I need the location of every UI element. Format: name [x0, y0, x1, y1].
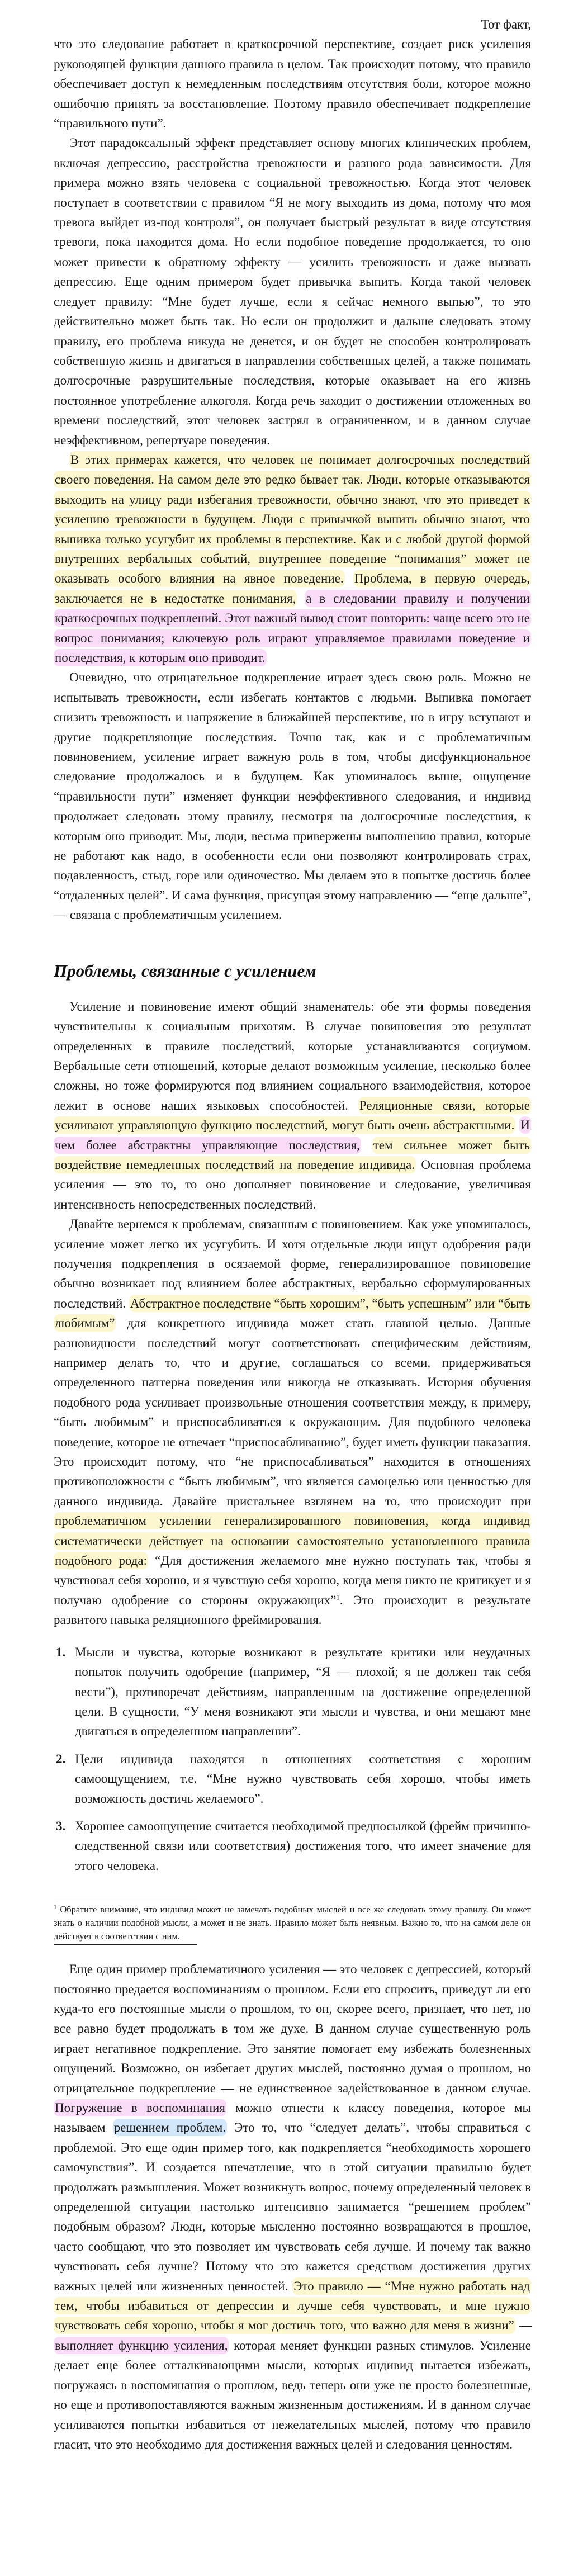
- text-run: Усиление и повиновение имеют общий знаменатель: обе эти формы поведения чувствительны к социальным прихотям. В случае повиновения это результат определенных в правиле последствий, которые устанавливаются социумом. Вербальные сети отношений, которые делают возможным усиление, несколько более сложны, но тоже формируются под влиянием социального взаимодействия, которое лежит в основе наших языковых способностей.: [54, 999, 531, 1112]
- paragraph: [54, 997, 531, 1214]
- list-item-number: 2.: [56, 1751, 66, 1766]
- list-item: [56, 1816, 531, 1876]
- list-item-text: Цели индивида находятся в отношениях соответствия с хорошим самоощущением, т.е. “Мне нужно чувствовать себя хорошо, чтобы иметь возможность достичь желаемого”.: [75, 1751, 531, 1806]
- text-run: что это следование работает в краткосрочной перспективе, создает риск усиления руководящей функции данного правила в целом. Так происходит потому, что правило обеспечивает доступ к немедленным последствиям отсутствия боли, которое можно ошибочно принять за восстановление. Поэтому правило обеспечивает подкрепление “правильного пути”.: [54, 37, 531, 131]
- text-run: Основная проблема усиления — это то, то оно дополняет повиновение и следование, увеличивая интенсивность непосредственных последствий.: [54, 1157, 531, 1211]
- highlight-pink: И чем более абстрактны управляющие последствия,: [54, 1116, 531, 1153]
- text-run: Еще один пример проблематичного усиления — это человек с депрессией, который постоянно предается воспоминаниям о прошлом. Если его спросить, приведут ли его куда-то его постоянные мысли о прошлом, то он, скорее всего, признает, что нет, но все равно будет продолжать в том же духе. В данном случае существенную роль играет негативное подкрепление. Это занятие помогает ему избежать болезненных ощущений. Возможно, он избегает других мыслей, постоянно думая о прошлом, но отрицательное подкрепление — не единственное задействованное в данном случае.: [54, 1962, 531, 2095]
- text-run: [361, 1138, 372, 1152]
- footnote: [54, 1903, 531, 1943]
- section-heading: Проблемы, связанные с усилением: [54, 960, 316, 981]
- list-item: [56, 1642, 531, 1741]
- text-run: Это то, что “следует делать”, чтобы справиться с проблемой. Это еще один пример того, как подкрепляется “необходимость хорошего самочувствия”. И создается впечатление, что в этой ситуации правильно будет продолжать размышления. Может возникнуть вопрос, почему определенный человек в определенной ситуации настолько интенсивно занимается “решением проблем” подобным образом? Люди, которые мысленно постоянно возвращаются в прошлое, часто сообщают, что это позволяет им чувствовать себя лучше. И почему так важно чувствовать себя лучше? Потому что это кажется средством достижения других важных целей или жизненных ценностей.: [54, 2120, 532, 2293]
- continuation-line: Тот факт,: [481, 17, 531, 31]
- list-item-number: 3.: [56, 1819, 66, 1833]
- highlight-yellow: тем сильнее может быть воздействие немедленных последствий на поведение индивида.: [54, 1137, 531, 1173]
- highlight-pink: выполняет функцию усиления,: [54, 2337, 229, 2354]
- list-item-text: Мысли и чувства, которые возникают в результате критики или неудачных попыток получить одобрение (например, “Я — плохой; я не должен так себя вести”), противоречат действиям, направленным на достижение определенной цели. В сущности, “У меня возникают эти мысли и чувства, и они мешают мне двигаться в определенном направлении”.: [75, 1645, 531, 1739]
- text-run: [297, 591, 305, 605]
- paragraph: [54, 133, 531, 450]
- highlight-pink: Погружение в воспоминания: [54, 2099, 226, 2116]
- highlight-yellow: Проблема, в первую очередь, заключается не в недостатке понимания,: [54, 570, 531, 607]
- paragraph: [54, 34, 531, 133]
- paragraph: [54, 667, 531, 925]
- text-run: —: [515, 2318, 532, 2333]
- list-item-text: Хорошее самоощущение считается необходимой предпосылкой (фрейм причинно-следственной связи или соответствия) достижения того, что имеет значение для этого человека.: [75, 1819, 531, 1873]
- highlight-blue: решением проблем.: [113, 2119, 227, 2136]
- rule-consequences-list: [54, 1642, 531, 1876]
- footnote-marker: 1: [54, 1903, 57, 1911]
- highlight-yellow: Это правило — “Мне нужно работать над тем, чтобы избавиться от депрессии и лучше себя чувствовать, и мне нужно чувствовать себя хорошо, чтобы я мог достичь того, что важно для меня в жизни”: [54, 2277, 531, 2334]
- list-item-number: 1.: [56, 1645, 66, 1659]
- footnote-reference: 1: [336, 1593, 340, 1602]
- paragraph: [54, 1214, 531, 1630]
- text-run: Давайте вернемся к проблемам, связанным с повиновением. Как уже упоминалось, усиление может легко их усугубить. И хотя отдельные люди ищут одобрения ради получения подкрепления в осязаемой форме, генерализированное повиновение обычно возникает под влиянием более абстрактных, вербально сформулированных последствий.: [54, 1217, 531, 1310]
- body-text-after-heading: [54, 997, 531, 1630]
- footnote-text: Обратите внимание, что индивид может не замечать подобных мыслей и все же следовать этому правилу. Он может знать о наличии подобной мысли, а может и не знать. Правило может быть неявным. Важно то, что на самом деле он действует в соответствии с ним.: [54, 1904, 531, 1942]
- highlight-yellow: Абстрактное последствие “быть хорошим”, “быть успешным” или “быть любимым”: [54, 1295, 532, 1332]
- text-run: Этот парадоксальный эффект представляет основу многих клинических проблем, включая депрессию, расстройства тревожности и разного рода зависимости. Для примера можно взять человека с социальной тревожностью. Когда этот человек поступает в соответствии с правилом “Я не могу выходить из дома, потому что моя тревога выйдет из-под контроля”, он получает быстрый результат в виде отсутствия тревоги, пока находится дома. Но если подобное поведение продолжается, то оно может привести к обратному эффекту — усилить тревожность и даже вызвать депрессию. Еще одним примером будет привычка выпить. Когда такой человек следует правилу: “Мне будет лучше, если я сейчас немного выпью”, то это действительно может быть так. Но если он продолжит и дальше следовать этому правилу, его проблема никуда не денется, и он будет не способен контролировать собственную жизнь и двигаться в направлении собственных целей, а также понимать долгосрочные разрушительные последствия, которые оказывает на его жизнь постоянное употребление алкоголя. Когда речь заходит о достижении отложенных во времени последствий, этот человек застрял в ограниченном, и в данном случае неэффективном, репертуаре поведения.: [54, 136, 531, 447]
- footnote-end-rule: [54, 1944, 197, 1945]
- paragraph: [54, 1959, 531, 2454]
- paragraph: [54, 450, 531, 667]
- body-text-before-heading: [54, 34, 531, 925]
- text-run: можно отнести к классу поведения, которое мы называем: [54, 2101, 531, 2135]
- book-page: [54, 15, 531, 2454]
- text-run: “Для достижения желаемого мне нужно поступать так, чтобы я чувствовал себя хорошо, и я чувствую себя хорошо, когда меня никто не критикует и я получаю одобрение со стороны окружающих”: [54, 1554, 531, 1607]
- highlight-yellow: Реляционные связи, которые усиливают управляющую функцию последствий, могут быть очень абстрактными.: [54, 1097, 531, 1134]
- body-text-final: [54, 1959, 531, 2454]
- list-item: [56, 1749, 531, 1808]
- text-run: . Это происходит в результате развитого навыка реляционного фреймирования.: [54, 1593, 531, 1627]
- highlight-yellow: проблематичном усилении генерализированного повиновения, когда индивид систематически действует на основании самостоятельно установленного правила подобного рода:: [54, 1512, 531, 1569]
- highlight-pink: а в следовании правилу и получении краткосрочных подкреплений. Этот важный вывод стоит повторить: чаще всего это не вопрос понимания; ключевую роль играют управляемое правилами поведение и последствия, к которым оно приводит.: [54, 590, 531, 666]
- text-run: для конкретного индивида может стать главной целью. Данные разновидности последствий могут соответствовать специфическим действиям, например делать то, что и другие, соглашаться со всеми, придерживаться определенного паттерна поведения или никогда не отказывать. История обучения подобного рода усиливает произвольные отношения соответствия между, к примеру, “быть любимым” и приспосабливаться к окружающим. Для подобного человека поведение, которое не отвечает “приспосабливанию”, будет иметь функции наказания. Это происходит потому, что “не приспосабливаться” находится в отношениях противоположности с “быть любимым”, что является самоцелью или ценностью для данного индивида. Давайте пристальнее взглянем на то, что происходит при: [54, 1316, 531, 1508]
- text-run: Очевидно, что отрицательное подкрепление играет здесь свою роль. Можно не испытывать тревожности, если избегать контактов с людьми. Выпивка помогает снизить тревожность и напряжение в ближайшей перспективе, но в игру вступают и другие подкрепляющие последствия. Точно так, как и с проблематичным повиновением, усиление играет важную роль в том, чтобы дисфункциональное следование продолжалось и в будущем. Как упоминалось выше, ощущение “правильности пути” изменяет функции неэффективного следования, и индивид продолжает следовать этому правилу, несмотря на долгосрочные последствия, к которым оно приводит. Мы, люди, весьма привержены выполнению правил, которые не работают как надо, в особенности если они позволяют контролировать страх, подавленность, стыд, горе или одиночество. Мы делаем это в попытке достичь более “отдаленных целей”. И сама функция, присущая этому направлению — “еще дальше”, — связана с проблематичным усилением.: [54, 670, 531, 922]
- text-run: которая меняет функции разных стимулов. Усиление делает еще более отталкивающими мысли, которых индивид пытается избежать, погружаясь в воспоминания о прошлом, ведь теперь они уже не просто болезненные, но еще и противопоставляются важным жизненным достижениям. И в данном случае усиливаются попытки избавиться от нежелательных мыслей, потому что правило гласит, что это необходимо для достижения важных целей и следования ценностям.: [54, 2338, 531, 2451]
- text-run: [345, 571, 353, 585]
- highlight-yellow: В этих примерах кажется, что человек не понимает долгосрочных последствий своего поведения. На самом деле это редко бывает так. Люди, которые отказываются выходить на улицу ради избегания тревожности, обычно знают, что это приведет к усилению тревожности в будущем. Люди с привычкой выпить обычно знают, что выпивка только усугубит их проблемы в перспективе. Как и с любой другой формой внутренних вербальных событий, внутреннее поведение “понимания” может не оказывать особого влияния на явное поведение.: [54, 451, 531, 587]
